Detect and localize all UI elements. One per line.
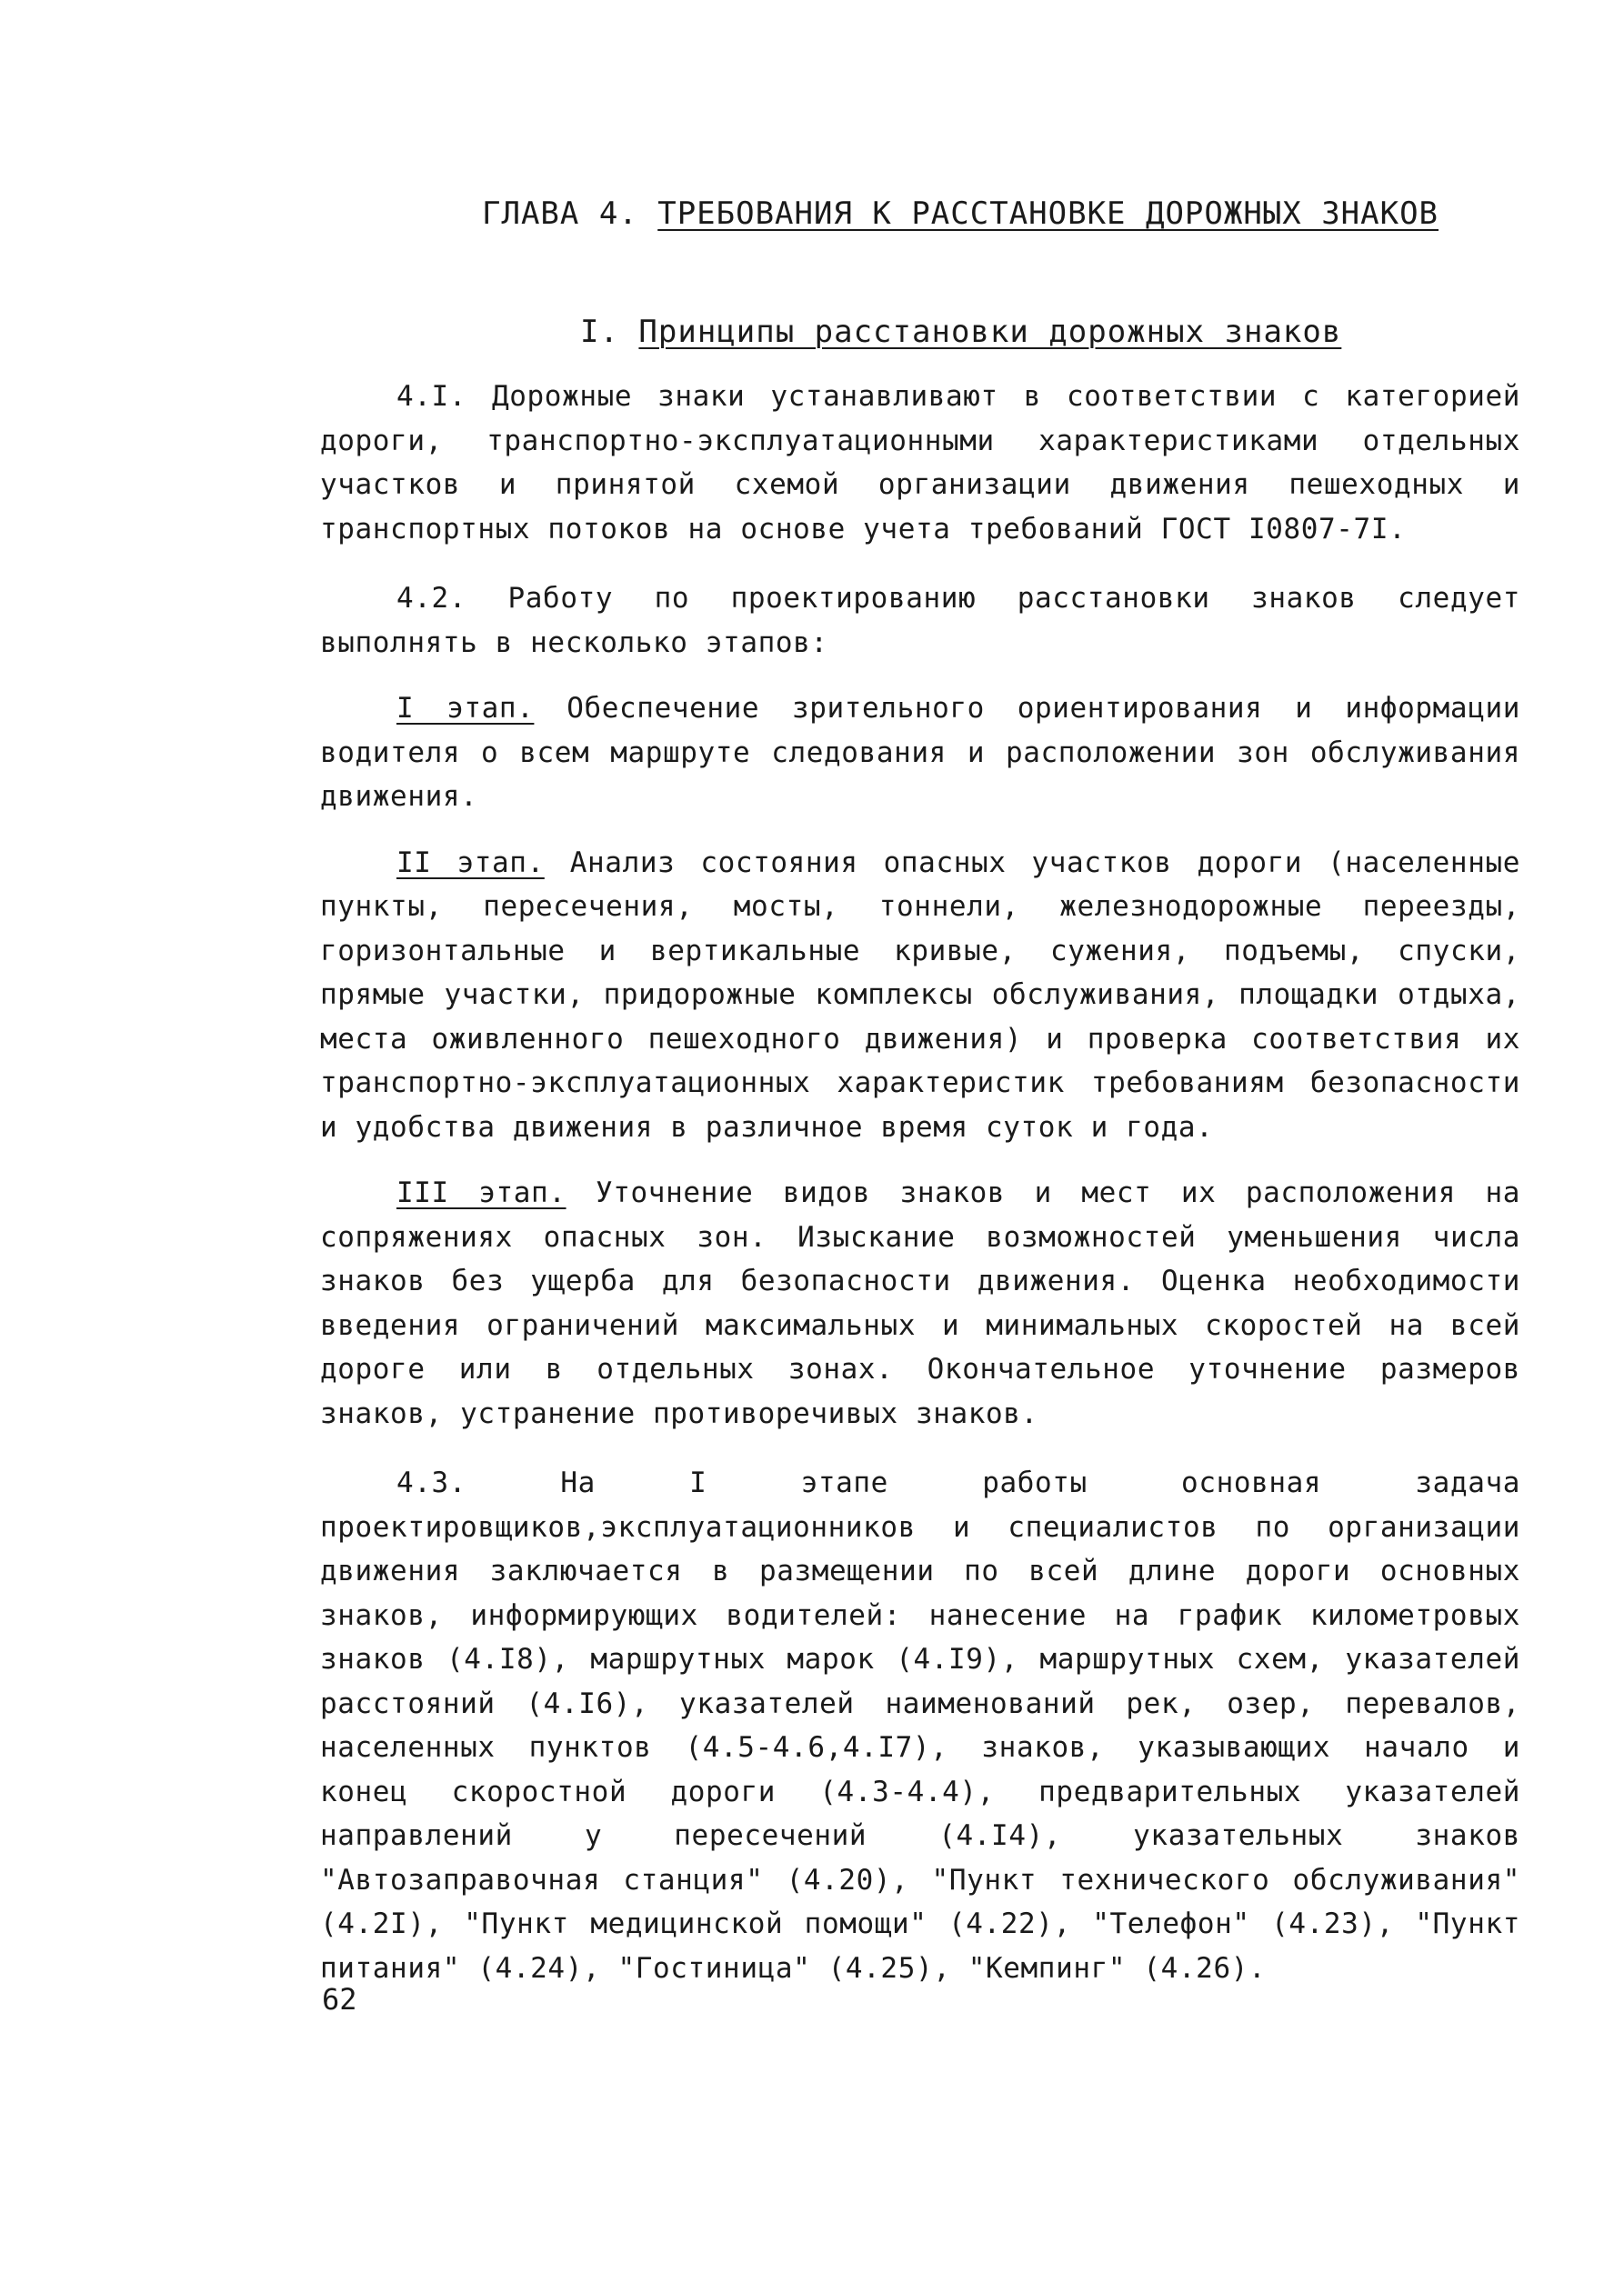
- section-heading: [580, 314, 1341, 350]
- chapter-title: ТРЕБОВАНИЯ К РАССТАНОВКЕ ДОРОЖНЫХ ЗНАКОВ: [657, 195, 1439, 232]
- paragraph-4-3: 4.3. На I этапе работы основная задача проектировщиков,эксплуатационников и специалистов по организации движения заключается в размещении по всей длине дороги основных знаков, информирующих водителей: нанесение на график километровых знаков (4.I8), маршрутных марок (4.I9), маршрутных схем, указателей расстояний (4.I6), указателей наименований рек, озер, перевалов, населенных пунктов (4.5-4.6,4.I7), знаков, указывающих начало и конец скоростной дороги (4.3-4.4), предварительных указателей направлений у пересечений (4.I4), указательных знаков "Автозаправочная станция" (4.20), "Пункт технического обслуживания" (4.2I), "Пункт медицинской помощи" (4.22), "Телефон" (4.23), "Пункт питания" (4.24), "Гостиница" (4.25), "Кемпинг" (4.26).: [320, 1467, 1520, 1985]
- stage-1-label: I этап.: [396, 692, 535, 725]
- stage-3-text: Уточнение видов знаков и мест их расположения на сопряжениях опасных зон. Изыскание возможностей уменьшения числа знаков без ущерба для безопасности движения. Оценка необходимости введения ограничений максимальных и минимальных скоростей на всей дороге или в отдельных зонах. Окончательное уточнение размеров знаков, устранение противоречивых знаков.: [320, 1177, 1520, 1430]
- chapter-heading: [482, 195, 1439, 232]
- page-number: 62: [322, 1982, 357, 2017]
- paragraph-4-2: 4.2. Работу по проектированию расстановки знаков следует выполнять в несколько этапов:: [320, 582, 1520, 659]
- section-title: Принципы расстановки дорожных знаков: [638, 314, 1342, 350]
- stage-3-label: III этап.: [396, 1177, 566, 1209]
- paragraph-4-1: 4.I. Дорожные знаки устанавливают в соответствии с категорией дороги, транспортно-эксплуатационными характеристиками отдельных участков и принятой схемой организации движения пешеходных и транспортных потоков на основе учета требований ГОСТ I0807-7I.: [320, 380, 1520, 546]
- body-text: [320, 375, 1520, 2016]
- stage-2-paragraph: [320, 841, 1520, 1150]
- stage-2-label: II этап.: [396, 846, 545, 879]
- section-prefix: I.: [580, 314, 639, 350]
- stage-2-text: Анализ состояния опасных участков дороги (населенные пункты, пересечения, мосты, тоннели, железнодорожные переезды, горизонтальные и вертикальные кривые, сужения, подъемы, спуски, прямые участки, придорожные комплексы обслуживания, площадки отдыха, места оживленного пешеходного движения) и проверка соответствия их транспортно-эксплуатационных характеристик требованиям безопасности и удобства движения в различное время суток и года.: [320, 846, 1520, 1144]
- stage-1-paragraph: [320, 686, 1520, 819]
- stage-1-text: Обеспечение зрительного ориентирования и информации водителя о всем маршруте следования и расположении зон обслуживания движения.: [320, 692, 1520, 813]
- stage-3-paragraph: [320, 1171, 1520, 1436]
- chapter-prefix: ГЛАВА 4.: [482, 195, 658, 232]
